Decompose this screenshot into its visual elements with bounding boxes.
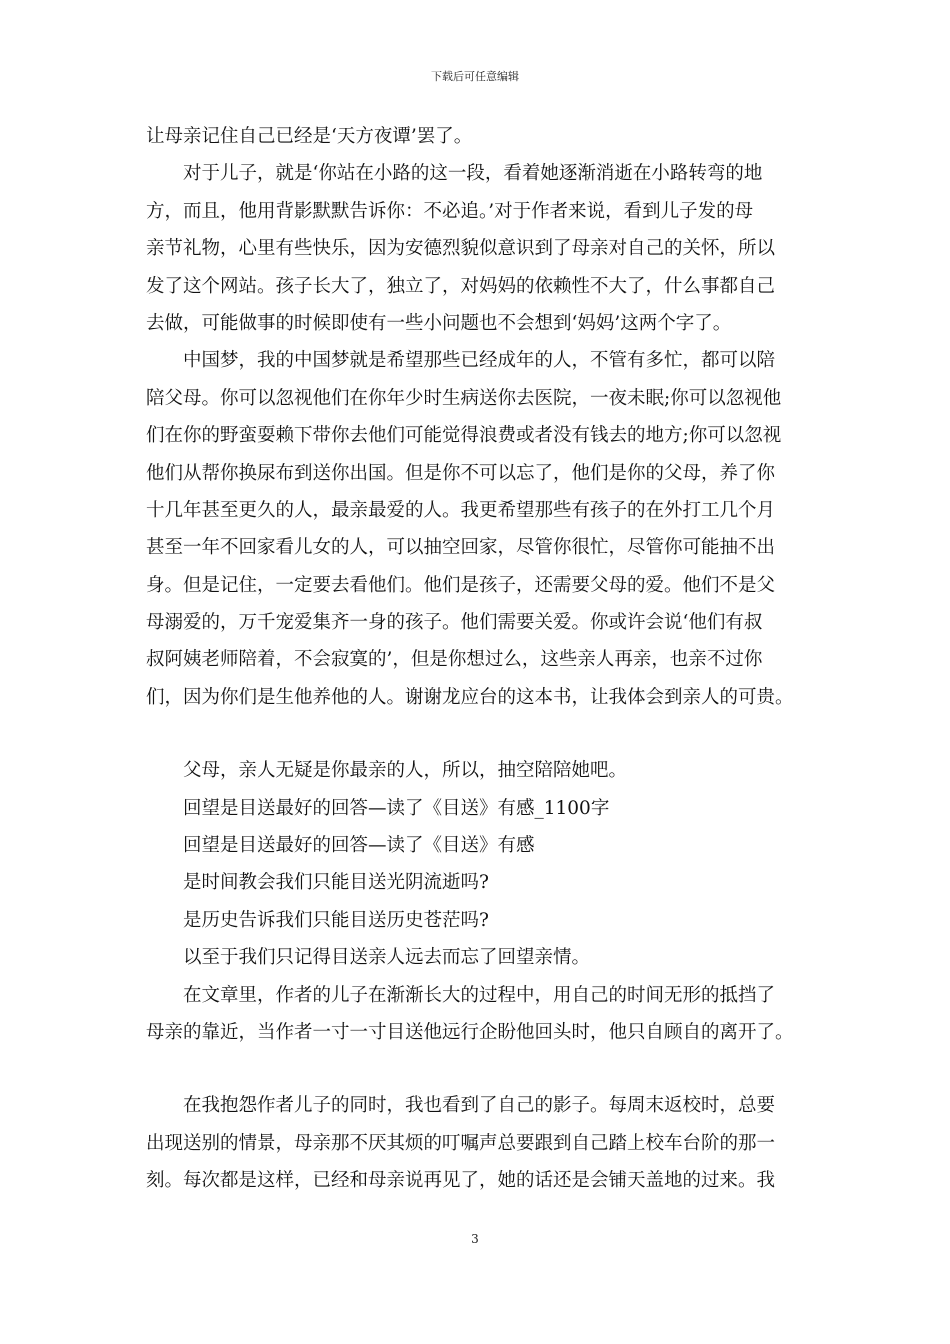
text-line: 中国梦，我的中国梦就是希望那些已经成年的人，不管有多忙，都可以陪 [183, 350, 776, 372]
text-line: 回望是目送最好的回答—读了《目送》有感_1100字 [183, 797, 610, 819]
paragraph [146, 790, 826, 827]
text-line: 父母，亲人无疑是你最亲的人，所以，抽空陪陪她吧。 [183, 760, 628, 782]
paragraph-gap [146, 716, 826, 752]
paragraph [146, 864, 826, 901]
text-line: 去做，可能做事的时候即使有一些小问题也不会想到‘妈妈’这两个字了。 [146, 312, 732, 334]
paragraph [146, 1087, 826, 1199]
paragraph [146, 155, 826, 342]
text-line: 陪父母。你可以忽视他们在你年少时生病送你去医院，一夜未眠;你可以忽视他 [146, 387, 782, 409]
text-line: 是时间教会我们只能目送光阴流逝吗? [183, 872, 489, 894]
document-body [146, 118, 826, 1200]
text-line: 回望是目送最好的回答—读了《目送》有感 [183, 835, 535, 857]
text-line: 他们从帮你换尿布到送你出国。但是你不可以忘了，他们是你的父母，养了你 [146, 462, 776, 484]
paragraph-gap [146, 1051, 826, 1087]
text-line: 以至于我们只记得目送亲人远去而忘了回望亲情。 [183, 947, 591, 969]
text-line: 们在你的野蛮耍赖下带你去他们可能觉得浪费或者没有钱去的地方;你可以忽视 [146, 425, 782, 447]
text-line: 让母亲记住自己已经是‘天方夜谭’罢了。 [146, 126, 473, 147]
paragraph [146, 939, 826, 976]
text-line: 刻。每次都是这样，已经和母亲说再见了，她的话还是会铺天盖地的过来。我 [146, 1170, 776, 1192]
page-header: 下载后可任意编辑 [431, 70, 519, 83]
paragraph [146, 118, 826, 155]
text-line: 身。但是记住，一定要去看他们。他们是孩子，还需要父母的爱。他们不是父 [146, 574, 776, 596]
paragraph [146, 902, 826, 939]
text-line: 叔阿姨老师陪着，不会寂寞的’，但是你想过么，这些亲人再亲，也亲不过你 [146, 649, 763, 671]
text-line: 十几年甚至更久的人，最亲最爱的人。我更希望那些有孩子的在外打工几个月 [146, 499, 776, 521]
text-line: 们，因为你们是生他养他的人。谢谢龙应台的这本书，让我体会到亲人的可贵。 [146, 686, 794, 708]
paragraph [146, 752, 826, 789]
paragraph [146, 827, 826, 864]
page-number: 3 [471, 1232, 479, 1246]
text-line: 方，而且，他用背影默默告诉你：不必追。’对于作者来说，看到儿子发的母 [146, 200, 754, 222]
paragraph [146, 977, 826, 1052]
text-line: 在文章里，作者的儿子在渐渐长大的过程中，用自己的时间无形的抵挡了 [183, 984, 776, 1006]
text-line: 是历史告诉我们只能目送历史苍茫吗? [183, 909, 489, 931]
text-line: 出现送别的情景，母亲那不厌其烦的叮嘱声总要跟到自己踏上校车台阶的那一 [146, 1132, 776, 1154]
text-line: 发了这个网站。孩子长大了，独立了，对妈妈的依赖性不大了，什么事都自己 [146, 275, 776, 297]
paragraph [146, 342, 826, 716]
text-line: 对于儿子，就是‘你站在小路的这一段，看着她逐渐消逝在小路转弯的地 [183, 163, 763, 185]
text-line: 亲节礼物，心里有些快乐，因为安德烈貌似意识到了母亲对自己的关怀，所以 [146, 238, 776, 260]
text-line: 母亲的靠近，当作者一寸一寸目送他远行企盼他回头时，他只自顾自的离开了。 [146, 1021, 794, 1043]
text-line: 母溺爱的，万千宠爱集齐一身的孩子。他们需要关爱。你或许会说‘他们有叔 [146, 612, 763, 634]
text-line: 甚至一年不回家看儿女的人，可以抽空回家，尽管你很忙，尽管你可能抽不出 [146, 537, 776, 559]
text-line: 在我抱怨作者儿子的同时，我也看到了自己的影子。每周末返校时，总要 [183, 1095, 776, 1117]
